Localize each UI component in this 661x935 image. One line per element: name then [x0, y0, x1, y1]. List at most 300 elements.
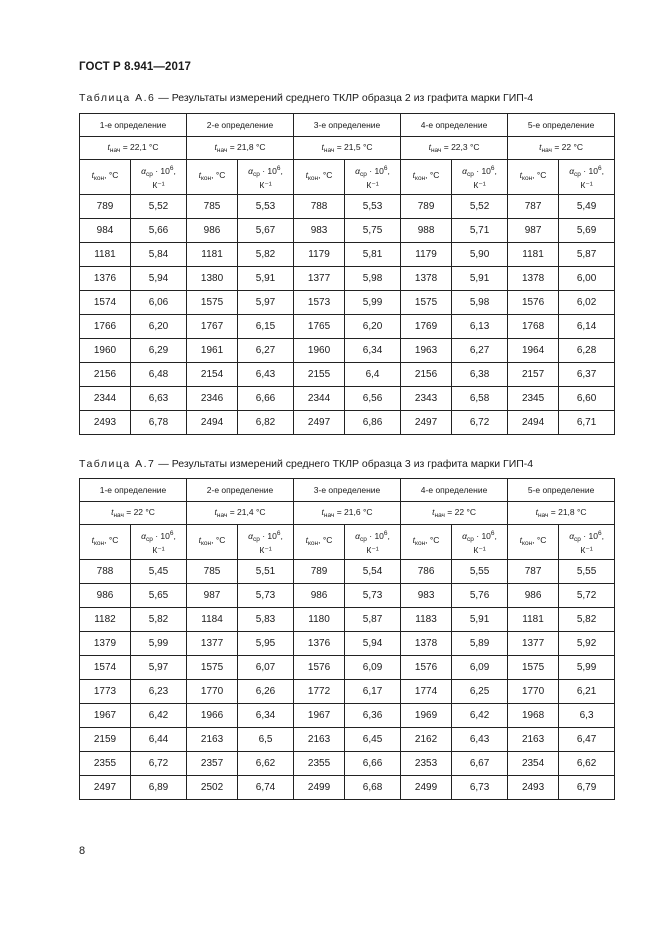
alpha-cell: 5,45 — [131, 560, 187, 584]
alpha-cell: 6,34 — [238, 704, 294, 728]
alpha-cell: 6,27 — [452, 339, 508, 363]
unit: , °C — [425, 535, 440, 545]
determination-header: 1-е определение — [80, 114, 187, 137]
end-temperature-cell: 1967 — [80, 704, 131, 728]
alpha-cell: 5,69 — [559, 219, 615, 243]
end-temperature-cell: 2353 — [401, 752, 452, 776]
alpha-cell: 5,89 — [452, 632, 508, 656]
alpha-header — [559, 160, 615, 195]
symbol-t: t — [535, 507, 538, 517]
alpha-cell: 5,73 — [345, 584, 401, 608]
start-temperature-value: = 21,6 °C — [334, 507, 373, 517]
end-temperature-cell: 1184 — [187, 608, 238, 632]
subscript: ср — [574, 536, 581, 543]
table-row — [80, 608, 615, 632]
end-temperature-cell: 1377 — [294, 267, 345, 291]
alpha-cell: 6,26 — [238, 680, 294, 704]
multiplier: · 10 — [473, 166, 491, 176]
unit-sep: , — [173, 531, 176, 541]
alpha-cell: 5,82 — [131, 608, 187, 632]
end-temperature-cell: 1967 — [294, 704, 345, 728]
symbol-t: t — [432, 507, 435, 517]
table-row — [80, 363, 615, 387]
end-temperature-cell: 2159 — [80, 728, 131, 752]
end-temperature-header — [401, 525, 452, 560]
alpha-cell: 6,60 — [559, 387, 615, 411]
page-number: 8 — [79, 845, 86, 857]
subscript: кон — [308, 175, 319, 182]
determination-header: 2-е определение — [187, 114, 294, 137]
symbol-t: t — [428, 142, 431, 152]
alpha-cell: 6,38 — [452, 363, 508, 387]
end-temperature-header — [508, 160, 559, 195]
end-temperature-cell: 1574 — [80, 656, 131, 680]
end-temperature-cell: 1765 — [294, 315, 345, 339]
subscript: нач — [434, 512, 445, 519]
unit-sep: , — [387, 166, 390, 176]
alpha-cell: 6,62 — [559, 752, 615, 776]
subscript: ср — [360, 536, 367, 543]
unit-sep: , — [601, 531, 604, 541]
end-temperature-cell: 789 — [294, 560, 345, 584]
table-row — [80, 219, 615, 243]
alpha-cell: 6,07 — [238, 656, 294, 680]
end-temperature-cell: 1181 — [508, 608, 559, 632]
end-temperature-cell: 1380 — [187, 267, 238, 291]
table-row — [80, 195, 615, 219]
determination-header: 3-е определение — [294, 479, 401, 502]
table-a6 — [79, 113, 615, 435]
subscript: кон — [415, 540, 426, 547]
alpha-cell: 6,58 — [452, 387, 508, 411]
end-temperature-cell: 2494 — [187, 411, 238, 435]
end-temperature-cell: 2499 — [401, 776, 452, 800]
end-temperature-cell: 2493 — [80, 411, 131, 435]
alpha-cell: 6,5 — [238, 728, 294, 752]
end-temperature-cell: 1182 — [80, 608, 131, 632]
alpha-cell: 5,83 — [238, 608, 294, 632]
alpha-cell: 5,95 — [238, 632, 294, 656]
end-temperature-cell: 986 — [187, 219, 238, 243]
alpha-cell: 5,52 — [131, 195, 187, 219]
start-temperature-value: = 22,1 °C — [120, 142, 159, 152]
table-row — [80, 315, 615, 339]
unit: К⁻¹ — [259, 180, 272, 190]
alpha-cell: 6,3 — [559, 704, 615, 728]
alpha-cell: 5,75 — [345, 219, 401, 243]
table-row — [80, 291, 615, 315]
multiplier: · 10 — [366, 531, 384, 541]
end-temperature-cell: 787 — [508, 195, 559, 219]
subscript: нач — [541, 147, 552, 154]
alpha-cell: 6,72 — [452, 411, 508, 435]
unit-sep: , — [494, 166, 497, 176]
end-temperature-cell: 1377 — [508, 632, 559, 656]
symbol-alpha: α — [569, 531, 575, 541]
end-temperature-cell: 983 — [401, 584, 452, 608]
subscript: кон — [93, 540, 105, 547]
alpha-cell: 5,67 — [238, 219, 294, 243]
start-temperature-value: = 22 °C — [551, 142, 583, 152]
start-temperature-cell — [187, 137, 294, 160]
alpha-cell: 6,27 — [238, 339, 294, 363]
start-temperature-value: = 21,8 °C — [548, 507, 587, 517]
table-row — [80, 728, 615, 752]
alpha-cell: 6,71 — [559, 411, 615, 435]
alpha-cell: 5,84 — [131, 243, 187, 267]
determination-header: 4-е определение — [401, 114, 508, 137]
alpha-cell: 6,23 — [131, 680, 187, 704]
alpha-cell: 6,13 — [452, 315, 508, 339]
symbol-t: t — [519, 535, 523, 545]
subscript: кон — [415, 175, 426, 182]
subscript: нач — [323, 147, 335, 154]
subscript: ср — [574, 171, 581, 178]
table-a6-caption — [79, 92, 533, 104]
end-temperature-cell: 1961 — [187, 339, 238, 363]
alpha-cell: 6,4 — [345, 363, 401, 387]
start-temperature-cell — [508, 502, 615, 525]
alpha-cell: 5,91 — [452, 267, 508, 291]
unit-sep: , — [280, 166, 283, 176]
alpha-cell: 5,55 — [559, 560, 615, 584]
end-temperature-cell: 1379 — [80, 632, 131, 656]
alpha-cell: 6,37 — [559, 363, 615, 387]
alpha-cell: 5,55 — [452, 560, 508, 584]
subscript: кон — [201, 540, 212, 547]
alpha-cell: 5,49 — [559, 195, 615, 219]
end-temperature-header — [80, 160, 131, 195]
alpha-cell: 5,94 — [131, 267, 187, 291]
end-temperature-cell: 1179 — [401, 243, 452, 267]
table-a6-label: Таблица А.6 — [79, 92, 156, 104]
table-row — [80, 560, 615, 584]
symbol-alpha: α — [355, 531, 361, 541]
end-temperature-cell: 2357 — [187, 752, 238, 776]
start-temperature-cell — [80, 137, 187, 160]
end-temperature-cell: 785 — [187, 560, 238, 584]
end-temperature-cell: 1969 — [401, 704, 452, 728]
table-a7-title: — Результаты измерений среднего ТКЛР образца 3 из графита марки ГИП-4 — [155, 458, 534, 470]
alpha-cell: 6,72 — [131, 752, 187, 776]
multiplier: · 10 — [473, 531, 491, 541]
end-temperature-header — [401, 160, 452, 195]
end-temperature-cell: 1573 — [294, 291, 345, 315]
multiplier: · 10 — [259, 531, 277, 541]
subscript: кон — [522, 175, 533, 182]
alpha-cell: 6,66 — [238, 387, 294, 411]
end-temperature-cell: 1964 — [508, 339, 559, 363]
end-temperature-cell: 1181 — [80, 243, 131, 267]
unit: , °C — [425, 170, 440, 180]
end-temperature-cell: 2497 — [401, 411, 452, 435]
unit: К⁻¹ — [152, 545, 165, 555]
end-temperature-cell: 2355 — [80, 752, 131, 776]
table-row — [80, 387, 615, 411]
symbol-alpha: α — [462, 531, 468, 541]
end-temperature-cell: 988 — [401, 219, 452, 243]
unit: К⁻¹ — [580, 545, 593, 555]
alpha-cell: 6,82 — [238, 411, 294, 435]
alpha-cell: 6,74 — [238, 776, 294, 800]
end-temperature-cell: 789 — [80, 195, 131, 219]
symbol-t: t — [305, 170, 309, 180]
end-temperature-cell: 1376 — [294, 632, 345, 656]
subscript: нач — [109, 147, 121, 154]
alpha-cell: 6,28 — [559, 339, 615, 363]
table-row — [80, 584, 615, 608]
alpha-cell: 6,42 — [131, 704, 187, 728]
unit: К⁻¹ — [580, 180, 593, 190]
end-temperature-cell: 1772 — [294, 680, 345, 704]
unit-sep: , — [387, 531, 390, 541]
end-temperature-cell: 1378 — [508, 267, 559, 291]
alpha-cell: 5,98 — [345, 267, 401, 291]
end-temperature-cell: 1575 — [508, 656, 559, 680]
subscript: нач — [537, 512, 549, 519]
subscript: ср — [467, 536, 474, 543]
unit: , °C — [104, 170, 119, 180]
exponent: 6 — [276, 165, 281, 172]
alpha-cell: 6,43 — [238, 363, 294, 387]
start-temperature-row — [80, 502, 615, 525]
end-temperature-cell: 788 — [294, 195, 345, 219]
end-temperature-cell: 983 — [294, 219, 345, 243]
alpha-header — [452, 525, 508, 560]
symbol-alpha: α — [569, 166, 575, 176]
end-temperature-header — [294, 525, 345, 560]
end-temperature-cell: 2155 — [294, 363, 345, 387]
start-temperature-cell — [508, 137, 615, 160]
unit: К⁻¹ — [366, 180, 379, 190]
end-temperature-cell: 2157 — [508, 363, 559, 387]
table-row — [80, 752, 615, 776]
alpha-cell: 6,36 — [345, 704, 401, 728]
symbol-t: t — [321, 142, 324, 152]
alpha-cell: 6,20 — [345, 315, 401, 339]
unit: , °C — [318, 535, 333, 545]
alpha-cell: 6,62 — [238, 752, 294, 776]
end-temperature-cell: 2493 — [508, 776, 559, 800]
alpha-cell: 6,89 — [131, 776, 187, 800]
end-temperature-cell: 2163 — [294, 728, 345, 752]
end-temperature-cell: 1180 — [294, 608, 345, 632]
alpha-cell: 5,87 — [345, 608, 401, 632]
start-temperature-value: = 22 °C — [123, 507, 155, 517]
end-temperature-cell: 1378 — [401, 632, 452, 656]
alpha-header — [345, 160, 401, 195]
end-temperature-cell: 1376 — [80, 267, 131, 291]
end-temperature-cell: 1770 — [508, 680, 559, 704]
determination-header: 1-е определение — [80, 479, 187, 502]
symbol-t: t — [539, 142, 542, 152]
end-temperature-cell: 2345 — [508, 387, 559, 411]
unit: , °C — [211, 535, 226, 545]
alpha-cell: 6,43 — [452, 728, 508, 752]
end-temperature-header — [508, 525, 559, 560]
subscript: ср — [360, 171, 367, 178]
determination-header: 5-е определение — [508, 479, 615, 502]
symbol-t: t — [214, 507, 217, 517]
determination-header: 4-е определение — [401, 479, 508, 502]
end-temperature-cell: 1963 — [401, 339, 452, 363]
alpha-cell: 6,47 — [559, 728, 615, 752]
end-temperature-cell: 2354 — [508, 752, 559, 776]
end-temperature-cell: 986 — [80, 584, 131, 608]
alpha-cell: 5,72 — [559, 584, 615, 608]
end-temperature-cell: 787 — [508, 560, 559, 584]
start-temperature-cell — [294, 502, 401, 525]
subscript: кон — [522, 540, 533, 547]
multiplier: · 10 — [259, 166, 277, 176]
alpha-cell: 5,53 — [238, 195, 294, 219]
symbol-alpha: α — [248, 166, 253, 176]
end-temperature-cell: 1960 — [80, 339, 131, 363]
unit: , °C — [104, 535, 119, 545]
alpha-cell: 5,82 — [559, 608, 615, 632]
table-row — [80, 680, 615, 704]
alpha-cell: 6,42 — [452, 704, 508, 728]
end-temperature-cell: 987 — [187, 584, 238, 608]
alpha-cell: 6,20 — [131, 315, 187, 339]
end-temperature-cell: 2346 — [187, 387, 238, 411]
end-temperature-cell: 1770 — [187, 680, 238, 704]
end-temperature-cell: 788 — [80, 560, 131, 584]
end-temperature-cell: 2497 — [294, 411, 345, 435]
alpha-cell: 5,97 — [131, 656, 187, 680]
end-temperature-cell: 1768 — [508, 315, 559, 339]
table-row — [80, 632, 615, 656]
table-row — [80, 411, 615, 435]
alpha-cell: 5,99 — [131, 632, 187, 656]
end-temperature-cell: 1773 — [80, 680, 131, 704]
determination-header: 5-е определение — [508, 114, 615, 137]
alpha-cell: 5,99 — [345, 291, 401, 315]
end-temperature-cell: 1767 — [187, 315, 238, 339]
start-temperature-value: = 22,3 °C — [441, 142, 480, 152]
alpha-cell: 6,67 — [452, 752, 508, 776]
end-temperature-cell: 2494 — [508, 411, 559, 435]
alpha-cell: 6,73 — [452, 776, 508, 800]
end-temperature-cell: 2156 — [80, 363, 131, 387]
end-temperature-cell: 1575 — [187, 291, 238, 315]
determination-header: 2-е определение — [187, 479, 294, 502]
end-temperature-cell: 2163 — [508, 728, 559, 752]
subscript: кон — [93, 175, 105, 182]
symbol-t: t — [214, 142, 217, 152]
alpha-cell: 6,09 — [345, 656, 401, 680]
symbol-t: t — [198, 535, 201, 545]
end-temperature-cell: 2497 — [80, 776, 131, 800]
alpha-cell: 6,56 — [345, 387, 401, 411]
end-temperature-header — [80, 525, 131, 560]
column-header-row — [80, 525, 615, 560]
end-temperature-cell: 1968 — [508, 704, 559, 728]
end-temperature-cell: 1576 — [294, 656, 345, 680]
subscript: ср — [467, 171, 474, 178]
multiplier: · 10 — [152, 166, 170, 176]
end-temperature-cell: 2162 — [401, 728, 452, 752]
table-row — [80, 656, 615, 680]
end-temperature-cell: 984 — [80, 219, 131, 243]
alpha-cell: 6,25 — [452, 680, 508, 704]
multiplier: · 10 — [580, 531, 598, 541]
multiplier: · 10 — [152, 531, 170, 541]
unit-sep: , — [280, 531, 283, 541]
alpha-cell: 6,14 — [559, 315, 615, 339]
subscript: ср — [253, 171, 260, 178]
alpha-cell: 6,21 — [559, 680, 615, 704]
alpha-cell: 5,90 — [452, 243, 508, 267]
unit-sep: , — [494, 531, 497, 541]
end-temperature-cell: 1574 — [80, 291, 131, 315]
alpha-cell: 5,81 — [345, 243, 401, 267]
alpha-cell: 5,91 — [238, 267, 294, 291]
alpha-cell: 5,54 — [345, 560, 401, 584]
alpha-cell: 6,66 — [345, 752, 401, 776]
alpha-cell: 6,63 — [131, 387, 187, 411]
end-temperature-cell: 987 — [508, 219, 559, 243]
alpha-header — [131, 525, 187, 560]
alpha-header — [238, 525, 294, 560]
end-temperature-cell: 1179 — [294, 243, 345, 267]
table-a7-caption — [79, 458, 533, 470]
end-temperature-cell: 1960 — [294, 339, 345, 363]
alpha-cell: 6,29 — [131, 339, 187, 363]
unit-sep: , — [173, 166, 176, 176]
end-temperature-cell: 2344 — [80, 387, 131, 411]
end-temperature-cell: 1181 — [508, 243, 559, 267]
subscript: нач — [430, 147, 442, 154]
unit: , °C — [318, 170, 333, 180]
alpha-cell: 5,98 — [452, 291, 508, 315]
end-temperature-cell: 1181 — [187, 243, 238, 267]
end-temperature-cell: 2344 — [294, 387, 345, 411]
alpha-cell: 6,34 — [345, 339, 401, 363]
alpha-cell: 6,06 — [131, 291, 187, 315]
subscript: кон — [201, 175, 212, 182]
end-temperature-cell: 1769 — [401, 315, 452, 339]
start-temperature-cell — [187, 502, 294, 525]
exponent: 6 — [383, 530, 388, 537]
alpha-header — [131, 160, 187, 195]
alpha-cell: 5,82 — [238, 243, 294, 267]
unit: К⁻¹ — [366, 545, 379, 555]
document-header: ГОСТ Р 8.941—2017 — [79, 61, 191, 73]
end-temperature-cell: 785 — [187, 195, 238, 219]
alpha-cell: 5,71 — [452, 219, 508, 243]
end-temperature-cell: 1377 — [187, 632, 238, 656]
end-temperature-header — [187, 525, 238, 560]
table-a7 — [79, 478, 615, 800]
end-temperature-cell: 2156 — [401, 363, 452, 387]
symbol-t: t — [198, 170, 201, 180]
symbol-t: t — [321, 507, 324, 517]
exponent: 6 — [490, 530, 495, 537]
exponent: 6 — [276, 530, 281, 537]
column-header-row — [80, 160, 615, 195]
table-row — [80, 704, 615, 728]
end-temperature-cell: 789 — [401, 195, 452, 219]
exponent: 6 — [597, 530, 602, 537]
symbol-t: t — [107, 142, 110, 152]
multiplier: · 10 — [580, 166, 598, 176]
start-temperature-value: = 21,4 °C — [227, 507, 266, 517]
alpha-cell: 5,91 — [452, 608, 508, 632]
alpha-header — [559, 525, 615, 560]
symbol-alpha: α — [141, 166, 146, 176]
alpha-cell: 5,52 — [452, 195, 508, 219]
